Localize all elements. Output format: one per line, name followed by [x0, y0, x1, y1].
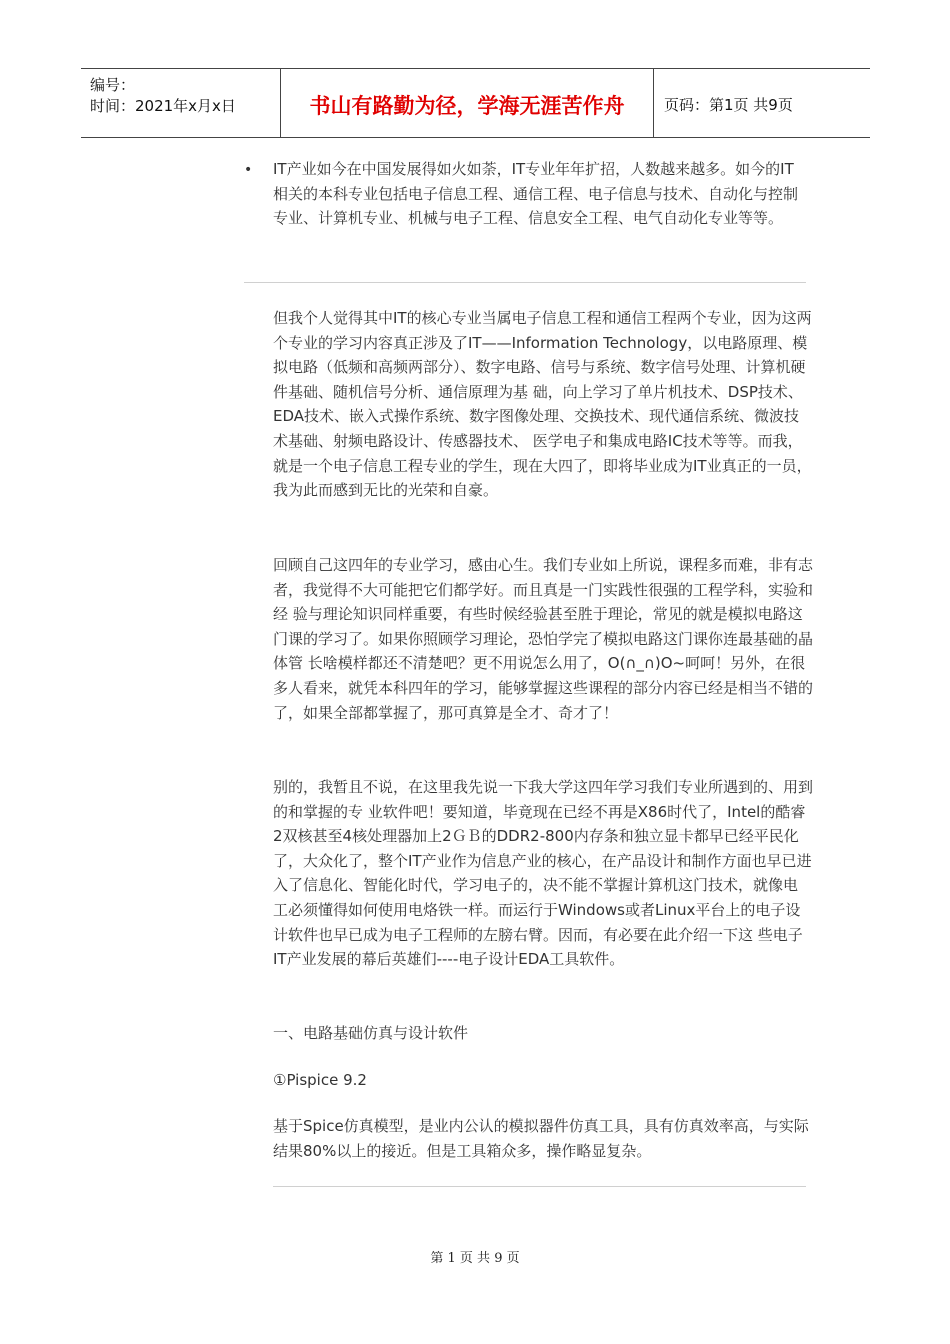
list-item-pispice: ①Pispice 9.2 — [273, 1071, 367, 1089]
divider-bottom — [273, 1186, 806, 1187]
header-page-code: 页码：第1页 共9页 — [664, 95, 793, 114]
header-motto: 书山有路勤为径，学海无涯苦作舟 — [281, 69, 654, 137]
paragraph-4: 基于Spice仿真模型，是业内公认的模拟器件仿真工具，具有仿真效率高，与实际结果80%以上的接近。但是工具箱众多，操作略显复杂。 — [273, 1117, 809, 1160]
bullet-item — [244, 157, 806, 231]
bullet-dot-icon: • — [244, 162, 253, 178]
paragraph-2: 回顾自己这四年的专业学习，感由心生。我们专业如上所说，课程多而难，非有志者，我觉得不大可能把它们都学好。而且真是一门实践性很强的工程学科，实验和经 验与理论知识同样重要，有些时候经验甚至胜于理论，常见的就是模拟电路这门课的学习了。如果你照顾学习理论，恐怕学完了模拟电路这门课你连最基础的晶体管 长啥模样都还不清楚吧？更不用说怎么用了，O(∩_∩)O~呵呵！另外，在很多人看来，就凭本科四年的学习，能够掌握这些课程的部分内容已经是相当不错的 了，如果全部都掌握了，那可真算是全才、奇才了！ — [273, 556, 814, 722]
header-meta — [81, 69, 281, 137]
time-label: 时间：2021年x月x日 — [90, 97, 236, 115]
number-label: 编号： — [90, 76, 136, 94]
page-footer: 第 1 页 共 9 页 — [430, 1251, 520, 1266]
paragraph-3: 别的，我暂且不说，在这里我先说一下我大学这四年学习我们专业所遇到的、用到的和掌握的专 业软件吧！要知道，毕竟现在已经不再是X86时代了，Intel的酷睿2双核甚至4核处理器加上2ＧＢ的DDR2-800内存条和独立显卡都早已经平民化 了，大众化了，整个IT产业作为信息产业的核心，在产品设计和制作方面也早已进入了信息化、智能化时代，学习电子的，决不能不掌握计算机这门技术，就像电 工必须懂得如何使用电烙铁一样。而运行于Windows或者Linux平台上的电子设计软件也早已成为电子工程师的左膀右臂。因而，有必要在此介绍一下这 些电子IT产业发展的幕后英雄们----电子设计EDA工具软件。 — [273, 778, 814, 969]
section-heading: 一、电路基础仿真与设计软件 — [273, 1024, 469, 1042]
header-table — [81, 68, 870, 138]
bullet-text: IT产业如今在中国发展得如火如荼，IT专业年年扩招，人数越来越多。如今的IT相关的本科专业包括电子信息工程、通信工程、电子信息与技术、自动化与控制专业、计算机专业、机械与电子工程、信息安全工程、电气自动化专业等等。 — [273, 160, 799, 228]
divider-top — [244, 282, 806, 283]
paragraph-1: 但我个人觉得其中IT的核心专业当属电子信息工程和通信工程两个专业，因为这两个专业的学习内容真正涉及了IT——Information Technology，以电路原理、模拟电路（低频和高频两部分）、数字电路、信号与系统、数字信号处理、计算机硬件基础、随机信号分析、通信原理为基 础，向上学习了单片机技术、DSP技术、EDA技术、嵌入式操作系统、数字图像处理、交换技术、现代通信系统、微波技术基础、射频电路设计、传感器技术、 医学电子和集成电路IC技术等等。而我，就是一个电子信息工程专业的学生，现在大四了，即将毕业成为IT业真正的一员，我为此而感到无比的光荣和自豪。 — [273, 309, 812, 500]
